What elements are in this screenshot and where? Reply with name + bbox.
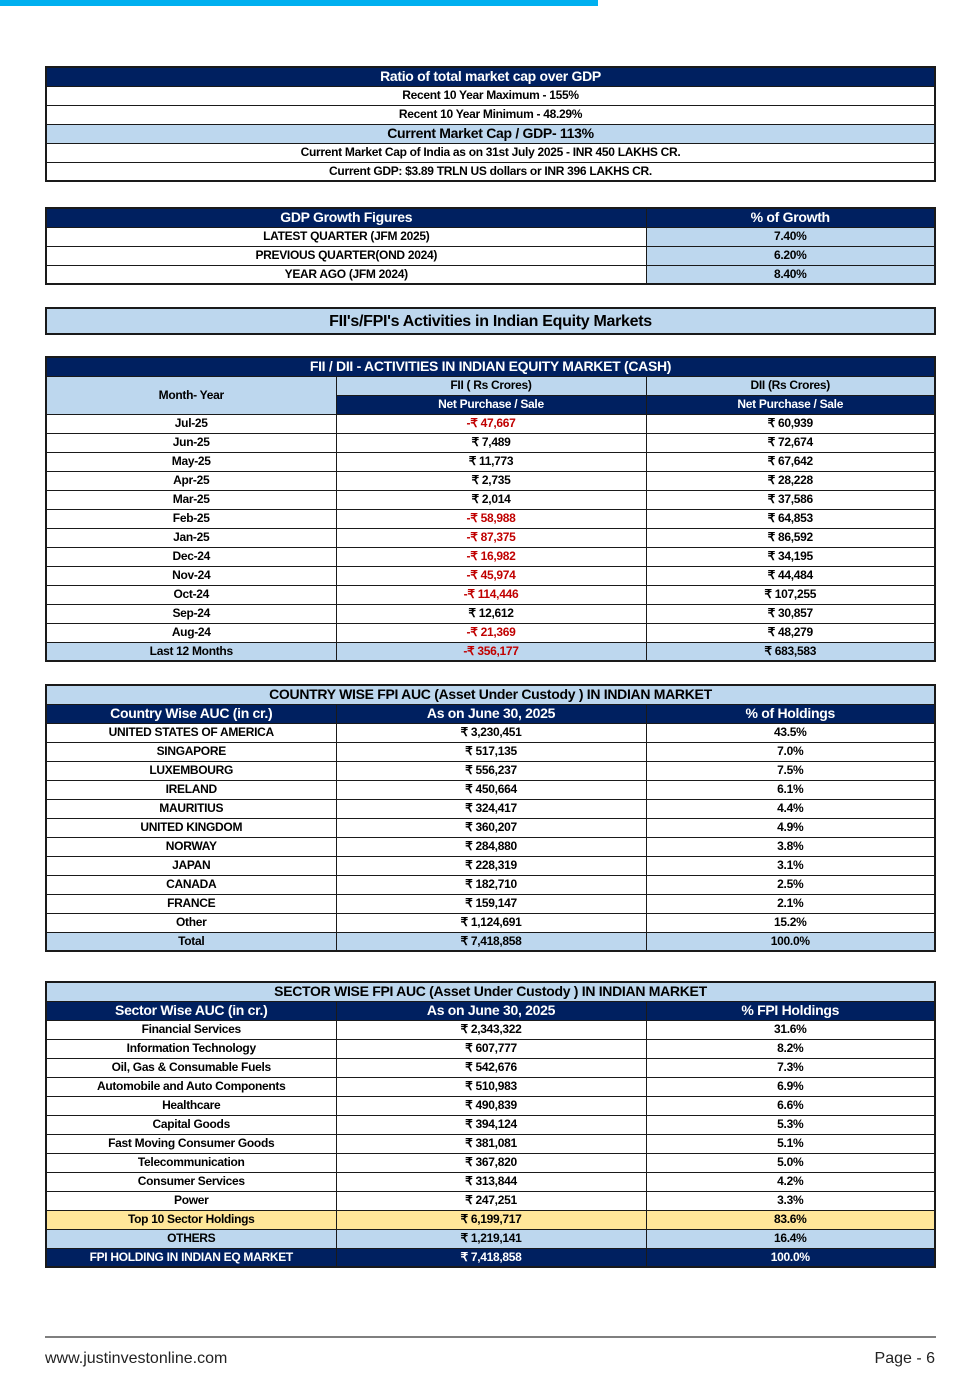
country-row — [46, 799, 935, 818]
fii-dii-row — [46, 471, 935, 490]
fii-dii-row-fii: ₹ 7,489 — [336, 433, 646, 452]
ten-year-max: Recent 10 Year Maximum - 155% — [46, 86, 935, 105]
country-row — [46, 894, 935, 913]
fii-dii-title: FII / DII - ACTIVITIES IN INDIAN EQUITY MARKET (CASH) — [46, 357, 935, 376]
fii-dii-row-dii: ₹ 44,484 — [646, 566, 935, 585]
country-col3: % of Holdings — [646, 704, 935, 723]
market-cap-note: Current Market Cap of India as on 31st July 2025 - INR 450 LAKHS CR. — [46, 143, 935, 162]
fii-dii-row-fii: -₹ 114,446 — [336, 585, 646, 604]
gdp-note: Current GDP: $3.89 TRLN US dollars or INR 396 LAKHS CR. — [46, 162, 935, 181]
fii-dii-row-month: May-25 — [46, 452, 336, 471]
sector-row-name: Fast Moving Consumer Goods — [46, 1134, 336, 1153]
country-row-name: FRANCE — [46, 894, 336, 913]
top10-pct: 83.6% — [646, 1210, 935, 1229]
country-row-value: ₹ 159,147 — [336, 894, 646, 913]
table-row — [46, 246, 935, 265]
sub-dii: Net Purchase / Sale — [646, 395, 935, 414]
country-row-pct: 15.2% — [646, 913, 935, 932]
fii-dii-row-fii: -₹ 45,974 — [336, 566, 646, 585]
fii-dii-row — [46, 509, 935, 528]
sector-row — [46, 1058, 935, 1077]
sector-row — [46, 1039, 935, 1058]
sector-row-pct: 8.2% — [646, 1039, 935, 1058]
fii-dii-row-fii: -₹ 58,988 — [336, 509, 646, 528]
country-row-value: ₹ 3,230,451 — [336, 723, 646, 742]
fii-dii-row-fii: -₹ 87,375 — [336, 528, 646, 547]
top10-label: Top 10 Sector Holdings — [46, 1210, 336, 1229]
fii-dii-row — [46, 623, 935, 642]
country-row-value: ₹ 284,880 — [336, 837, 646, 856]
fii-dii-row-fii: -₹ 47,667 — [336, 414, 646, 433]
sector-row — [46, 1191, 935, 1210]
fii-dii-row — [46, 490, 935, 509]
footer-website-link[interactable]: www.justinvestonline.com — [45, 1350, 228, 1367]
country-row-name: CANADA — [46, 875, 336, 894]
section-banner — [45, 307, 936, 335]
country-row-name: UNITED STATES OF AMERICA — [46, 723, 336, 742]
country-row-value: ₹ 517,135 — [336, 742, 646, 761]
sector-auc-table — [45, 981, 936, 1268]
total-dii: ₹ 683,583 — [646, 642, 935, 661]
country-row-pct: 4.9% — [646, 818, 935, 837]
sector-row-value: ₹ 2,343,322 — [336, 1020, 646, 1039]
sector-row-value: ₹ 490,839 — [336, 1096, 646, 1115]
country-row-name: SINGAPORE — [46, 742, 336, 761]
fii-dii-row-dii: ₹ 30,857 — [646, 604, 935, 623]
sector-row-pct: 5.0% — [646, 1153, 935, 1172]
fii-dii-row-fii: ₹ 2,735 — [336, 471, 646, 490]
fii-dii-row-dii: ₹ 107,255 — [646, 585, 935, 604]
sector-row-name: Information Technology — [46, 1039, 336, 1058]
sector-row-name: Automobile and Auto Components — [46, 1077, 336, 1096]
fii-dii-row — [46, 585, 935, 604]
country-row — [46, 742, 935, 761]
fii-dii-row-month: Mar-25 — [46, 490, 336, 509]
table-row — [46, 265, 935, 284]
country-row-name: Other — [46, 913, 336, 932]
gdp-growth-table — [45, 207, 936, 285]
country-row-pct: 2.5% — [646, 875, 935, 894]
fii-dii-row — [46, 528, 935, 547]
others-pct: 16.4% — [646, 1229, 935, 1248]
country-row-name: LUXEMBOURG — [46, 761, 336, 780]
gdp-row-value: 7.40% — [646, 227, 935, 246]
country-auc-title: COUNTRY WISE FPI AUC (Asset Under Custody ) IN INDIAN MARKET — [46, 685, 935, 704]
country-row-value: ₹ 450,664 — [336, 780, 646, 799]
col-month-year: Month- Year — [46, 376, 336, 414]
fii-dii-row-fii: ₹ 2,014 — [336, 490, 646, 509]
country-row-value: ₹ 360,207 — [336, 818, 646, 837]
fii-dii-row-dii: ₹ 48,279 — [646, 623, 935, 642]
fii-dii-row-month: Jun-25 — [46, 433, 336, 452]
sector-row-value: ₹ 247,251 — [336, 1191, 646, 1210]
gdp-growth-header-label: GDP Growth Figures — [46, 208, 646, 227]
sector-row — [46, 1153, 935, 1172]
ten-year-min: Recent 10 Year Minimum - 48.29% — [46, 105, 935, 124]
sector-row-value: ₹ 510,983 — [336, 1077, 646, 1096]
fpi-total-pct: 100.0% — [646, 1248, 935, 1267]
country-row-value: ₹ 556,237 — [336, 761, 646, 780]
gdp-row-label: LATEST QUARTER (JFM 2025) — [46, 227, 646, 246]
fii-dii-row — [46, 547, 935, 566]
sector-row-pct: 31.6% — [646, 1020, 935, 1039]
sector-col2: As on June 30, 2025 — [336, 1001, 646, 1020]
country-row — [46, 856, 935, 875]
country-row-pct: 3.1% — [646, 856, 935, 875]
sector-row-pct: 7.3% — [646, 1058, 935, 1077]
sector-row-name: Power — [46, 1191, 336, 1210]
country-row — [46, 875, 935, 894]
sub-fii: Net Purchase / Sale — [336, 395, 646, 414]
country-row-pct: 7.0% — [646, 742, 935, 761]
country-row-pct: 3.8% — [646, 837, 935, 856]
fpi-total-label: FPI HOLDING IN INDIAN EQ MARKET — [46, 1248, 336, 1267]
top10-value: ₹ 6,199,717 — [336, 1210, 646, 1229]
sector-col3: % FPI Holdings — [646, 1001, 935, 1020]
fii-dii-row-month: Feb-25 — [46, 509, 336, 528]
fii-dii-row-fii: ₹ 11,773 — [336, 452, 646, 471]
fii-dii-row-dii: ₹ 34,195 — [646, 547, 935, 566]
sector-row-pct: 5.3% — [646, 1115, 935, 1134]
country-row — [46, 913, 935, 932]
country-total-pct: 100.0% — [646, 932, 935, 951]
country-row-name: IRELAND — [46, 780, 336, 799]
gdp-row-label: YEAR AGO (JFM 2024) — [46, 265, 646, 284]
total-label: Last 12 Months — [46, 642, 336, 661]
fii-dii-row-month: Dec-24 — [46, 547, 336, 566]
country-row-name: UNITED KINGDOM — [46, 818, 336, 837]
sector-row — [46, 1096, 935, 1115]
sector-row — [46, 1115, 935, 1134]
country-col1: Country Wise AUC (in cr.) — [46, 704, 336, 723]
fii-dii-row — [46, 433, 935, 452]
country-total-label: Total — [46, 932, 336, 951]
sector-row-value: ₹ 607,777 — [336, 1039, 646, 1058]
sector-row — [46, 1172, 935, 1191]
sector-row-name: Consumer Services — [46, 1172, 336, 1191]
footer-divider — [45, 1336, 936, 1338]
current-market-cap-gdp: Current Market Cap / GDP- 113% — [46, 124, 935, 143]
country-row-pct: 43.5% — [646, 723, 935, 742]
country-row-value: ₹ 228,319 — [336, 856, 646, 875]
sector-row-pct: 6.9% — [646, 1077, 935, 1096]
table-row — [46, 227, 935, 246]
country-row-pct: 7.5% — [646, 761, 935, 780]
country-row-name: JAPAN — [46, 856, 336, 875]
fpi-total-value: ₹ 7,418,858 — [336, 1248, 646, 1267]
others-label: OTHERS — [46, 1229, 336, 1248]
country-row-name: MAURITIUS — [46, 799, 336, 818]
col-dii: DII (Rs Crores) — [646, 376, 935, 395]
fii-dii-row-dii: ₹ 72,674 — [646, 433, 935, 452]
sector-row — [46, 1077, 935, 1096]
others-value: ₹ 1,219,141 — [336, 1229, 646, 1248]
total-fii: -₹ 356,177 — [336, 642, 646, 661]
fii-dii-row-fii: -₹ 16,982 — [336, 547, 646, 566]
fii-dii-row-month: Oct-24 — [46, 585, 336, 604]
sector-auc-title: SECTOR WISE FPI AUC (Asset Under Custody ) IN INDIAN MARKET — [46, 982, 935, 1001]
country-row — [46, 818, 935, 837]
sector-row-name: Financial Services — [46, 1020, 336, 1039]
fii-dii-row — [46, 414, 935, 433]
country-row — [46, 723, 935, 742]
country-row-pct: 4.4% — [646, 799, 935, 818]
fii-dii-row-month: Apr-25 — [46, 471, 336, 490]
country-row-value: ₹ 1,124,691 — [336, 913, 646, 932]
sector-row-value: ₹ 542,676 — [336, 1058, 646, 1077]
country-row — [46, 837, 935, 856]
fii-dii-row-month: Sep-24 — [46, 604, 336, 623]
gdp-row-label: PREVIOUS QUARTER(OND 2024) — [46, 246, 646, 265]
fii-dii-row-dii: ₹ 28,228 — [646, 471, 935, 490]
country-row — [46, 761, 935, 780]
fii-dii-row — [46, 604, 935, 623]
country-row — [46, 780, 935, 799]
sector-row — [46, 1020, 935, 1039]
gdp-row-value: 8.40% — [646, 265, 935, 284]
fii-dii-row-dii: ₹ 64,853 — [646, 509, 935, 528]
fii-dii-row — [46, 452, 935, 471]
fii-dii-row-dii: ₹ 60,939 — [646, 414, 935, 433]
top-accent-bar — [0, 0, 598, 6]
sector-row-value: ₹ 367,820 — [336, 1153, 646, 1172]
sector-col1: Sector Wise AUC (in cr.) — [46, 1001, 336, 1020]
country-row-pct: 2.1% — [646, 894, 935, 913]
sector-row-pct: 6.6% — [646, 1096, 935, 1115]
fii-dii-row-fii: -₹ 21,369 — [336, 623, 646, 642]
sector-row-pct: 5.1% — [646, 1134, 935, 1153]
fii-dii-row-month: Aug-24 — [46, 623, 336, 642]
fii-dii-row-fii: ₹ 12,612 — [336, 604, 646, 623]
sector-row-value: ₹ 394,124 — [336, 1115, 646, 1134]
sector-row — [46, 1134, 935, 1153]
sector-row-name: Capital Goods — [46, 1115, 336, 1134]
col-fii: FII ( Rs Crores) — [336, 376, 646, 395]
country-row-value: ₹ 324,417 — [336, 799, 646, 818]
section-banner-title: FII's/FPI's Activities in Indian Equity Markets — [46, 308, 935, 334]
fii-dii-row-dii: ₹ 86,592 — [646, 528, 935, 547]
fii-dii-row-dii: ₹ 37,586 — [646, 490, 935, 509]
gdp-row-value: 6.20% — [646, 246, 935, 265]
country-row-value: ₹ 182,710 — [336, 875, 646, 894]
fii-dii-row-month: Jul-25 — [46, 414, 336, 433]
sector-row-pct: 4.2% — [646, 1172, 935, 1191]
sector-row-name: Oil, Gas & Consumable Fuels — [46, 1058, 336, 1077]
fii-dii-row-dii: ₹ 67,642 — [646, 452, 935, 471]
country-row-name: NORWAY — [46, 837, 336, 856]
country-auc-table — [45, 684, 936, 952]
fii-dii-row — [46, 566, 935, 585]
country-row-pct: 6.1% — [646, 780, 935, 799]
country-col2: As on June 30, 2025 — [336, 704, 646, 723]
sector-row-name: Healthcare — [46, 1096, 336, 1115]
sector-row-pct: 3.3% — [646, 1191, 935, 1210]
gdp-growth-header-value: % of Growth — [646, 208, 935, 227]
sector-row-name: Telecommunication — [46, 1153, 336, 1172]
sector-row-value: ₹ 313,844 — [336, 1172, 646, 1191]
country-total-value: ₹ 7,418,858 — [336, 932, 646, 951]
footer-page-number: Page - 6 — [874, 1350, 935, 1367]
fii-dii-row-month: Jan-25 — [46, 528, 336, 547]
market-cap-gdp-title: Ratio of total market cap over GDP — [46, 67, 935, 86]
sector-row-value: ₹ 381,081 — [336, 1134, 646, 1153]
market-cap-gdp-table — [45, 66, 936, 182]
fii-dii-row-month: Nov-24 — [46, 566, 336, 585]
fii-dii-table — [45, 356, 936, 662]
